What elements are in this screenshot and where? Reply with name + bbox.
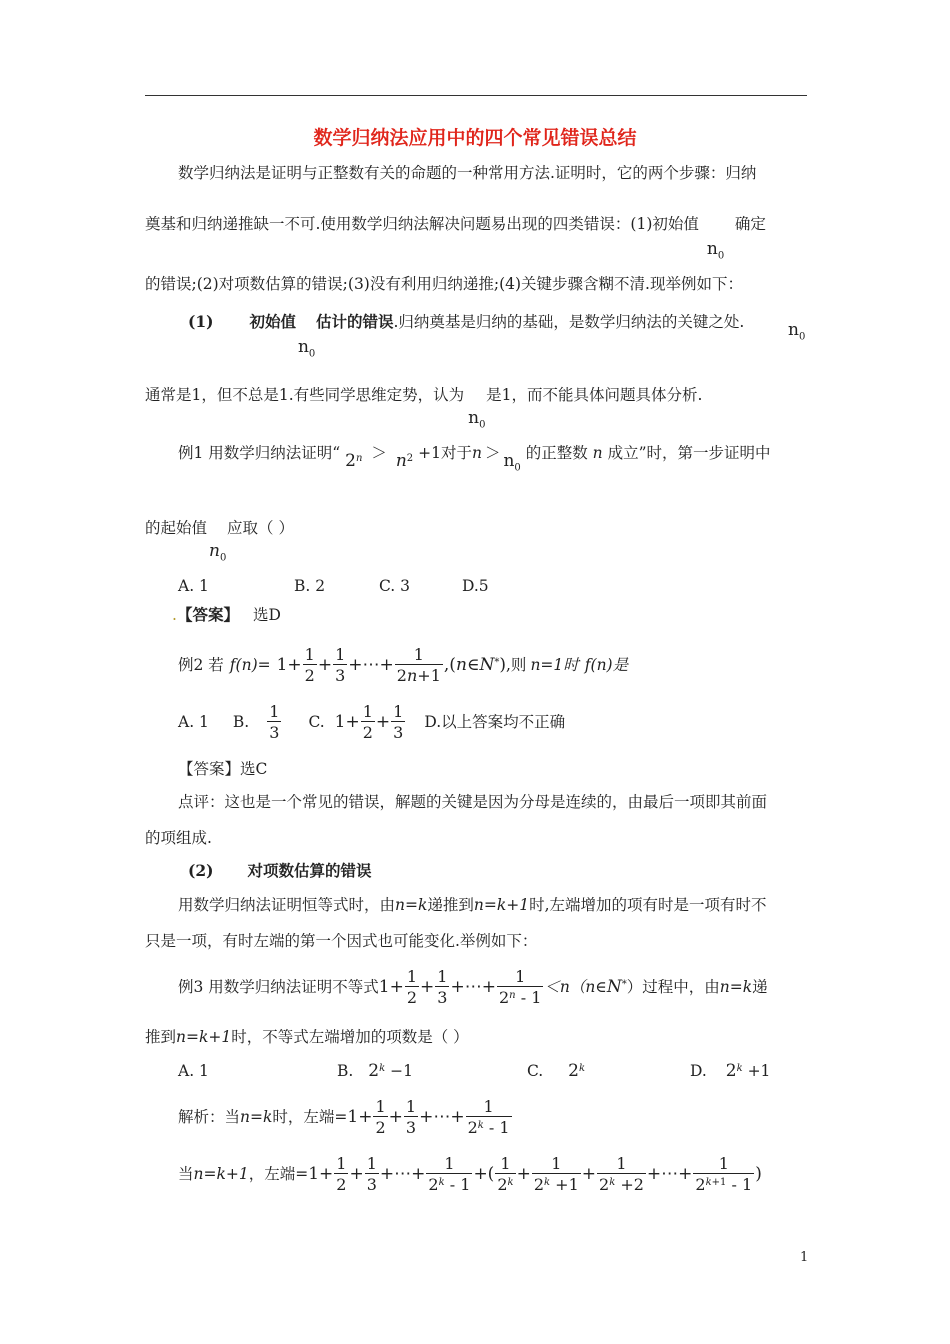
example-3-option-a: A. 1	[178, 1062, 209, 1080]
header-rule	[145, 95, 807, 96]
example-3-option-c: C. 2$^k$	[527, 1061, 586, 1081]
example-3-option-d: D. $2^k +1$	[690, 1061, 771, 1081]
intro-line-1: 数学归纳法是证明与正整数有关的命题的一种常用方法.证明时，它的两个步骤：归纳	[178, 164, 757, 182]
example-1-answer: .【答案】 选D	[172, 605, 281, 624]
example-1-line-1: 例1 用数学归纳法证明“ $2^n > n^2 +1$对于$n > n_0$ 的正整数 n 成立”时，第一步证明中	[178, 444, 771, 474]
example-2-note-2: 的项组成.	[145, 829, 212, 847]
section-1-line-2: 通常是1，但不总是1.有些同学思维定势，认为 $n_0$ 是1，而不能具体问题具体分析.	[145, 386, 703, 431]
page-number: 1	[800, 1250, 809, 1265]
formula-2n: 2$^n$	[345, 451, 363, 471]
solution-line-2: 当 n=k+1 ，左端= 1+ $\frac{1}{2}$ + $\frac{1}{3}$ +⋯+ $\frac{1}{2^k - 1}$ +( $\frac{1}{2^k}$ + $\frac{1}{2^k +1}$ + $\frac{1}{2^k +2}$ +⋯+ $\frac{1}{2^{k+1} - 1}$ )	[178, 1153, 762, 1194]
n0-symbol: $n_0$	[788, 320, 806, 343]
section-2-line-2: 只是一项，有时左端的第一个因式也可能变化.举例如下：	[145, 932, 538, 950]
example-3-option-b: B. $2^k -1$	[337, 1061, 413, 1081]
example-2-line: 例2 若 f(n)= 1+ $\frac{1}{2}$ + $\frac{1}{3}$ +⋯+ $\frac{1}{2n+1}$ ,(n∈N*) ,则 n=1时 f(n)是	[178, 644, 629, 685]
section-2-line-1: 用数学归纳法证明恒等式时，由n=k递推到n=k+1时,左端增加的项有时是一项有时不	[178, 896, 767, 914]
example-2-note-1: 点评：这也是一个常见的错误，解题的关键是因为分母是连续的，由最后一项即其前面	[178, 793, 768, 811]
section-2-heading: (2) 对项数估算的错误	[188, 861, 372, 880]
intro-line-2: 奠基和归纳递推缺一不可.使用数学归纳法解决问题易出现的四类错误：(1)初始值 $n_0$ 确定	[145, 215, 766, 262]
example-1-option-d: D.5	[462, 577, 489, 595]
intro-line-3: 的错误;(2)对项数估算的错误;(3)没有利用归纳递推;(4)关键步骤含糊不清.现举例如下：	[145, 275, 743, 293]
example-1-option-c: C. 3	[379, 577, 411, 595]
example-1-line-2: 的起始值 $n_0$ 应取（ ）	[145, 519, 294, 564]
example-3-line-2: 推到n=k+1时，不等式左端增加的项数是（ ）	[145, 1028, 469, 1046]
example-1-option-b: B. 2	[294, 577, 326, 595]
section-1-heading: (1) 初始值 $n_0$ 估计的错误.归纳奠基是归纳的基础，是数学归纳法的关键之处.	[188, 312, 745, 360]
example-1-option-a: A. 1	[178, 577, 209, 595]
example-2-answer: 【答案】选C	[178, 760, 268, 778]
example-3-line-1: 例3 用数学归纳法证明不等式 1+ $\frac{1}{2}$ + $\frac{1}{3}$ +⋯+ $\frac{1}{2^n - 1}$ ＜n（n∈ N* ）过程中，由 n=k 递	[178, 966, 768, 1007]
example-2-options: A. 1 B. $\frac{1}{3}$ C. 1+ $\frac{1}{2}$ + $\frac{1}{3}$ D.以上答案均不正确	[178, 701, 566, 742]
solution-line-1: 解析：当 n=k 时，左端= 1+ $\frac{1}{2}$ + $\frac{1}{3}$ +⋯+ $\frac{1}{2^k - 1}$	[178, 1096, 510, 1137]
page-title: 数学归纳法应用中的四个常见错误总结	[313, 127, 637, 149]
